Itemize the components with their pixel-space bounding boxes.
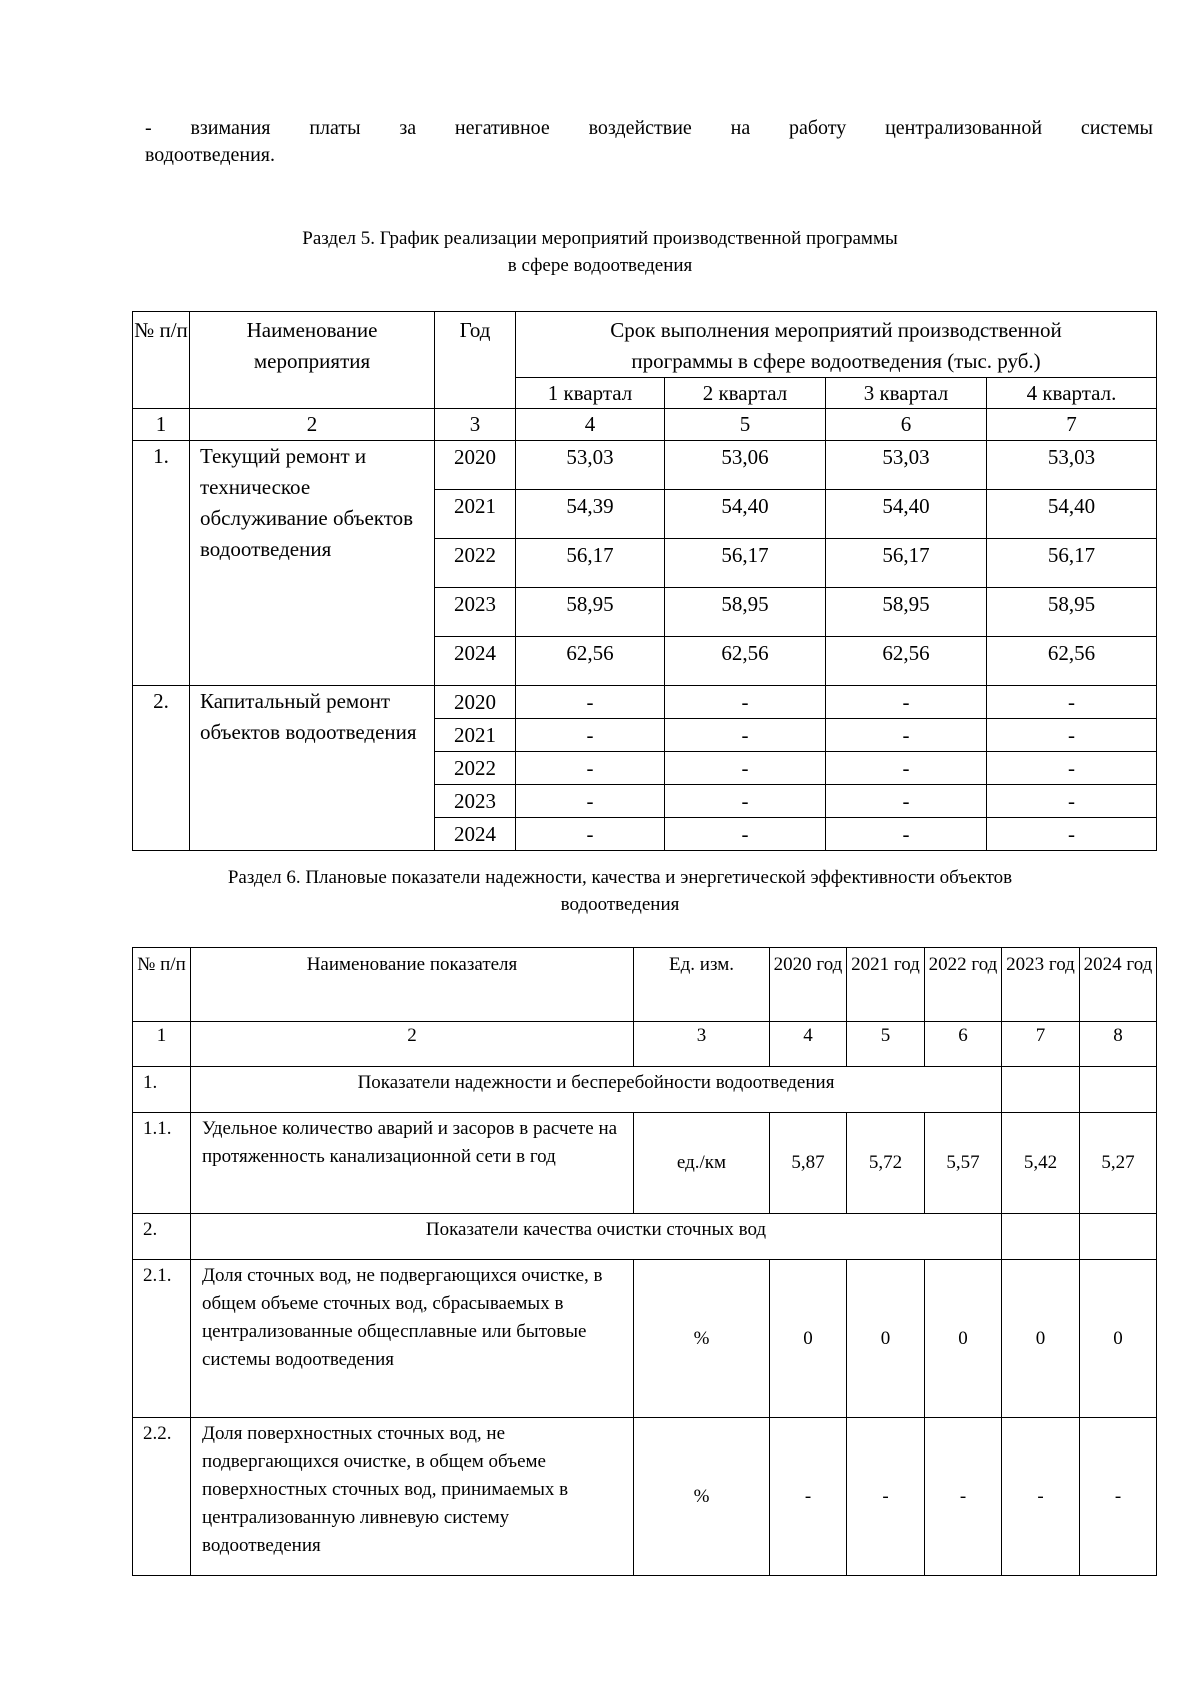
value-cell: - [987, 752, 1157, 785]
value-cell: - [987, 818, 1157, 851]
value-cell: - [665, 785, 826, 818]
value-cell: 62,56 [826, 637, 987, 686]
item-name: Капитальный ремонт объектов водоотведения [190, 686, 435, 851]
header-2022: 2022 год [925, 948, 1002, 1022]
section6-title-line2: водоотведения [560, 894, 680, 915]
value-cell: 0 [1002, 1260, 1080, 1418]
value-cell: - [516, 752, 665, 785]
value-cell: 54,40 [665, 490, 826, 539]
year-cell: 2020 [435, 441, 516, 490]
header-num: № п/п [133, 312, 190, 409]
header-name: Наименование мероприятия [190, 312, 435, 409]
group-num: 2. [133, 1214, 191, 1260]
value-cell: 5,57 [925, 1113, 1002, 1214]
index-cell: 4 [770, 1022, 847, 1067]
value-cell: - [770, 1418, 847, 1576]
year-cell: 2020 [435, 686, 516, 719]
header-q1: 1 квартал [516, 378, 665, 409]
value-cell: 53,03 [826, 441, 987, 490]
value-cell: - [665, 719, 826, 752]
index-cell: 6 [826, 409, 987, 441]
item-name: Текущий ремонт и техническое обслуживание объектов водоотведения [190, 441, 435, 686]
row-num: 2.1. [133, 1260, 191, 1418]
index-cell: 2 [190, 409, 435, 441]
value-cell: 54,40 [826, 490, 987, 539]
intro-paragraph [145, 115, 1153, 169]
item-num: 2. [133, 686, 190, 851]
table-row [133, 1113, 1157, 1214]
index-cell: 1 [133, 409, 190, 441]
table-row [133, 441, 1157, 490]
index-cell: 7 [1002, 1022, 1080, 1067]
header-period-line2: программы в сфере водоотведения (тыс. руб.) [631, 349, 1041, 373]
index-cell: 8 [1080, 1022, 1157, 1067]
table-row [133, 686, 1157, 719]
value-cell: 58,95 [826, 588, 987, 637]
group-title: Показатели качества очистки сточных вод [191, 1214, 1002, 1260]
empty-cell [1080, 1067, 1157, 1113]
section5-title-line1: Раздел 5. График реализации мероприятий производственной программы [302, 228, 898, 249]
value-cell: 5,87 [770, 1113, 847, 1214]
item-num: 1. [133, 441, 190, 686]
value-cell: - [826, 686, 987, 719]
value-cell: 62,56 [665, 637, 826, 686]
group-num: 1. [133, 1067, 191, 1113]
value-cell: - [847, 1418, 925, 1576]
index-cell: 2 [191, 1022, 634, 1067]
row-name: Доля поверхностных сточных вод, не подвергающихся очистке, в общем объеме поверхностных сточных вод, принимаемых в централизованную ливневую систему водоотведения [191, 1418, 634, 1576]
value-cell: 0 [770, 1260, 847, 1418]
empty-cell [1080, 1214, 1157, 1260]
section6-title-line1: Раздел 6. Плановые показатели надежности, качества и энергетической эффективности объектов [227, 867, 1013, 888]
section6-title [130, 864, 1110, 918]
value-cell: 54,39 [516, 490, 665, 539]
row-num: 2.2. [133, 1418, 191, 1576]
value-cell: 56,17 [665, 539, 826, 588]
year-cell: 2022 [435, 752, 516, 785]
section5-title [120, 225, 1080, 279]
table-row [133, 1418, 1157, 1576]
value-cell: 0 [1080, 1260, 1157, 1418]
value-cell: - [516, 686, 665, 719]
index-cell: 3 [634, 1022, 770, 1067]
value-cell: 53,06 [665, 441, 826, 490]
header-num: № п/п [133, 948, 191, 1022]
value-cell: 58,95 [987, 588, 1157, 637]
row-name: Доля сточных вод, не подвергающихся очистке, в общем объеме сточных вод, сбрасываемых в централизованные общесплавные или бытовые системы водоотведения [191, 1260, 634, 1418]
table-row [133, 1260, 1157, 1418]
row-unit: ед./км [634, 1113, 770, 1214]
year-cell: 2023 [435, 785, 516, 818]
year-cell: 2024 [435, 637, 516, 686]
value-cell: 5,72 [847, 1113, 925, 1214]
row-num: 1.1. [133, 1113, 191, 1214]
intro-line-1: - взимания платы за негативное воздействие на работу централизованной системы [145, 117, 1153, 139]
value-cell: - [987, 686, 1157, 719]
section6-table [132, 947, 1157, 1576]
header-2023: 2023 год [1002, 948, 1080, 1022]
header-2021: 2021 год [847, 948, 925, 1022]
value-cell: - [826, 785, 987, 818]
value-cell: - [826, 719, 987, 752]
value-cell: 5,27 [1080, 1113, 1157, 1214]
header-indicator-name: Наименование показателя [191, 948, 634, 1022]
group-row [133, 1214, 1157, 1260]
header-2024: 2024 год [1080, 948, 1157, 1022]
index-cell: 5 [665, 409, 826, 441]
value-cell: 0 [847, 1260, 925, 1418]
value-cell: 56,17 [987, 539, 1157, 588]
value-cell: 0 [925, 1260, 1002, 1418]
group-row [133, 1067, 1157, 1113]
row-unit: % [634, 1418, 770, 1576]
group-title: Показатели надежности и бесперебойности водоотведения [191, 1067, 1002, 1113]
header-period [516, 312, 1157, 378]
section5-title-line2: в сфере водоотведения [507, 255, 693, 276]
value-cell: 56,17 [516, 539, 665, 588]
value-cell: - [516, 818, 665, 851]
value-cell: - [987, 719, 1157, 752]
year-cell: 2024 [435, 818, 516, 851]
section5-table [132, 311, 1157, 851]
header-unit: Ед. изм. [634, 948, 770, 1022]
value-cell: 5,42 [1002, 1113, 1080, 1214]
empty-cell [1002, 1214, 1080, 1260]
value-cell: 58,95 [516, 588, 665, 637]
value-cell: - [1080, 1418, 1157, 1576]
year-cell: 2023 [435, 588, 516, 637]
index-cell: 1 [133, 1022, 191, 1067]
header-q3: 3 квартал [826, 378, 987, 409]
header-year: Год [435, 312, 516, 409]
value-cell: - [925, 1418, 1002, 1576]
value-cell: - [826, 818, 987, 851]
header-period-line1: Срок выполнения мероприятий производственной [610, 318, 1062, 342]
value-cell: 62,56 [516, 637, 665, 686]
year-cell: 2021 [435, 490, 516, 539]
value-cell: - [516, 785, 665, 818]
header-q4: 4 квартал. [987, 378, 1157, 409]
value-cell: - [665, 686, 826, 719]
value-cell: 62,56 [987, 637, 1157, 686]
value-cell: 56,17 [826, 539, 987, 588]
row-name: Удельное количество аварий и засоров в расчете на протяженность канализационной сети в год [191, 1113, 634, 1214]
value-cell: 53,03 [516, 441, 665, 490]
header-2020: 2020 год [770, 948, 847, 1022]
year-cell: 2021 [435, 719, 516, 752]
value-cell: 53,03 [987, 441, 1157, 490]
index-cell: 4 [516, 409, 665, 441]
index-cell: 5 [847, 1022, 925, 1067]
header-q2: 2 квартал [665, 378, 826, 409]
empty-cell [1002, 1067, 1080, 1113]
value-cell: 58,95 [665, 588, 826, 637]
index-cell: 6 [925, 1022, 1002, 1067]
index-cell: 3 [435, 409, 516, 441]
value-cell: 54,40 [987, 490, 1157, 539]
value-cell: - [1002, 1418, 1080, 1576]
value-cell: - [665, 818, 826, 851]
year-cell: 2022 [435, 539, 516, 588]
index-cell: 7 [987, 409, 1157, 441]
value-cell: - [826, 752, 987, 785]
value-cell: - [665, 752, 826, 785]
value-cell: - [987, 785, 1157, 818]
intro-line-2: водоотведения. [145, 144, 275, 166]
row-unit: % [634, 1260, 770, 1418]
value-cell: - [516, 719, 665, 752]
